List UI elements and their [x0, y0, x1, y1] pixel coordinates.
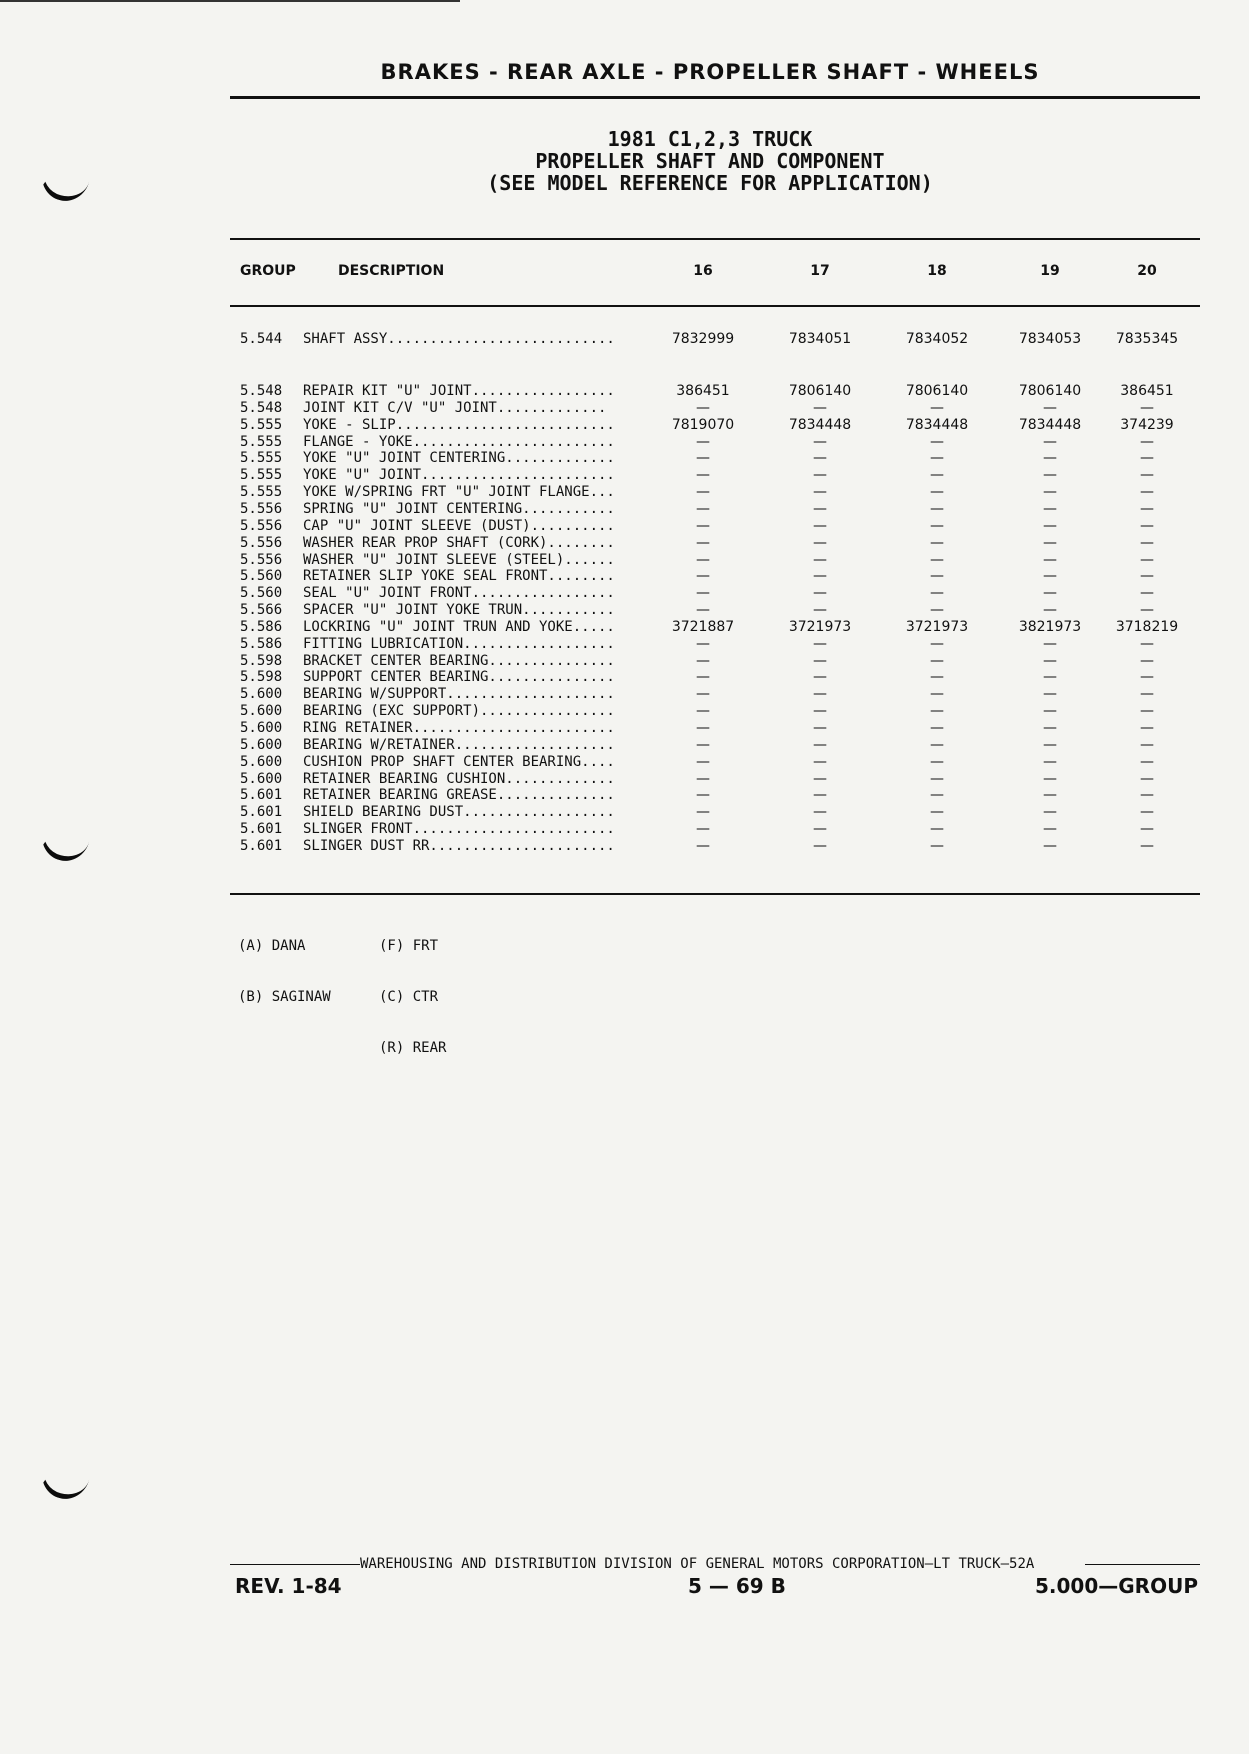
row-value-17: —: [813, 450, 827, 467]
row-group: 5.555: [240, 484, 283, 501]
footer-rule-right: [1085, 1564, 1200, 1565]
row-value-20: —: [1140, 787, 1154, 804]
row-value-19: —: [1043, 500, 1057, 517]
col-header-model-17: 17: [810, 263, 830, 279]
doc-title-line1: 1981 C1,2,3 TRUCK: [607, 127, 813, 151]
row-group: 5.560: [240, 568, 283, 585]
table-row: [230, 585, 1190, 602]
row-description: BEARING W/RETAINER...................: [303, 736, 615, 753]
row-value-19: —: [1043, 517, 1057, 534]
row-value-16: 386451: [676, 383, 730, 399]
row-group: 5.600: [240, 703, 283, 720]
col-header-group: GROUP: [240, 263, 296, 279]
row-value-17: —: [813, 517, 827, 534]
row-group: 5.555: [240, 433, 283, 450]
row-description: SHIELD BEARING DUST..................: [303, 804, 615, 821]
footer-group: 5.000—GROUP: [1035, 1574, 1198, 1598]
col-header-description: DESCRIPTION: [338, 263, 445, 279]
row-value-16: —: [696, 669, 710, 686]
row-value-18: 7806140: [905, 383, 969, 399]
row-description: SLINGER DUST RR......................: [303, 837, 615, 854]
row-value-19: —: [1043, 484, 1057, 501]
row-value-17: —: [813, 720, 827, 736]
row-value-19: —: [1043, 585, 1057, 602]
footer-division-line: WAREHOUSING AND DISTRIBUTION DIVISION OF GENERAL MOTORS CORPORATION—LT TRUCK—52A: [360, 1556, 1035, 1572]
row-value-19: —: [1043, 551, 1057, 568]
row-value-17: 3721973: [788, 618, 852, 635]
footer-page-number: 5 — 69 B: [688, 1574, 786, 1598]
row-group: 5.600: [240, 720, 283, 736]
table-row: [230, 737, 1190, 754]
row-value-20: 386451: [1120, 383, 1174, 399]
row-description: SPRING "U" JOINT CENTERING...........: [303, 500, 615, 517]
table-row: [230, 838, 1190, 855]
row-value-20: —: [1140, 804, 1154, 821]
row-group: 5.548: [240, 383, 283, 399]
table-row: [230, 602, 1190, 619]
row-value-19: —: [1043, 399, 1057, 416]
row-value-20: —: [1140, 433, 1154, 450]
row-value-18: —: [930, 787, 944, 804]
row-value-20: —: [1140, 753, 1154, 770]
row-value-19: —: [1043, 770, 1057, 787]
table-row: [230, 450, 1190, 467]
row-description: FITTING LUBRICATION..................: [303, 635, 615, 652]
row-value-17: —: [813, 635, 827, 652]
row-value-17: 7834448: [788, 416, 852, 433]
row-value-18: —: [930, 669, 944, 686]
row-value-18: —: [930, 433, 944, 450]
row-value-20: —: [1140, 467, 1154, 484]
row-value-20: —: [1140, 736, 1154, 753]
row-group: 5.555: [240, 467, 283, 484]
row-value-18: —: [930, 500, 944, 517]
table-row: [230, 331, 1190, 348]
row-group: 5.556: [240, 500, 283, 517]
row-group: 5.600: [240, 753, 283, 770]
header-rule: [230, 96, 1200, 99]
table-row: [230, 535, 1190, 552]
row-value-16: —: [696, 652, 710, 669]
row-value-20: —: [1140, 703, 1154, 720]
row-description: BRACKET CENTER BEARING...............: [303, 652, 615, 669]
row-value-20: —: [1140, 399, 1154, 416]
row-value-17: —: [813, 669, 827, 686]
table-row: [230, 619, 1190, 636]
row-value-20: —: [1140, 568, 1154, 585]
row-value-18: —: [930, 484, 944, 501]
row-description: RETAINER BEARING CUSHION.............: [303, 770, 615, 787]
row-value-18: —: [930, 686, 944, 703]
row-value-17: —: [813, 837, 827, 854]
row-value-16: —: [696, 484, 710, 501]
table-row: [230, 434, 1190, 451]
row-value-18: 7834052: [905, 331, 969, 347]
row-value-17: —: [813, 804, 827, 821]
row-description: RING RETAINER........................: [303, 720, 615, 736]
row-value-19: —: [1043, 450, 1057, 467]
table-row: [230, 383, 1190, 400]
row-value-19: 3821973: [1018, 618, 1082, 635]
row-value-17: —: [813, 433, 827, 450]
row-value-20: —: [1140, 720, 1154, 736]
row-value-17: 7806140: [788, 383, 852, 399]
section-title: BRAKES - REAR AXLE - PROPELLER SHAFT - WHEELS: [380, 60, 1040, 84]
row-group: 5.600: [240, 686, 283, 703]
legend-item: (A) DANA: [238, 938, 306, 954]
row-group: 5.601: [240, 837, 283, 854]
row-value-19: 7834053: [1018, 331, 1082, 347]
row-value-16: —: [696, 450, 710, 467]
row-value-20: —: [1140, 652, 1154, 669]
row-value-16: —: [696, 500, 710, 517]
col-header-model-19: 19: [1040, 263, 1060, 279]
row-value-16: 3721887: [671, 618, 735, 635]
row-value-17: —: [813, 821, 827, 838]
doc-title-line3: (SEE MODEL REFERENCE FOR APPLICATION): [487, 171, 933, 195]
table-row: [230, 804, 1190, 821]
row-value-19: —: [1043, 686, 1057, 703]
row-value-16: 7819070: [671, 416, 735, 433]
table-row: [230, 754, 1190, 771]
doc-title-line2: PROPELLER SHAFT AND COMPONENT: [535, 149, 885, 173]
row-value-17: —: [813, 787, 827, 804]
table-row: [230, 771, 1190, 788]
legend-right: [379, 904, 446, 1091]
row-value-17: —: [813, 736, 827, 753]
table-row: [230, 467, 1190, 484]
row-value-18: —: [930, 720, 944, 736]
row-group: 5.600: [240, 770, 283, 787]
row-value-20: —: [1140, 837, 1154, 854]
row-value-19: —: [1043, 753, 1057, 770]
row-value-17: —: [813, 551, 827, 568]
header-bottom-rule: [230, 305, 1200, 307]
row-value-16: —: [696, 534, 710, 551]
row-value-17: —: [813, 703, 827, 720]
row-description: RETAINER BEARING GREASE..............: [303, 787, 615, 804]
row-value-16: —: [696, 585, 710, 602]
row-value-16: —: [696, 703, 710, 720]
row-value-19: —: [1043, 635, 1057, 652]
row-value-20: —: [1140, 669, 1154, 686]
row-value-19: —: [1043, 652, 1057, 669]
punch-hole-mark: [36, 145, 96, 207]
col-header-model-16: 16: [693, 263, 713, 279]
row-description: YOKE "U" JOINT CENTERING.............: [303, 450, 615, 467]
row-value-20: —: [1140, 450, 1154, 467]
row-value-19: —: [1043, 736, 1057, 753]
table-row: [230, 669, 1190, 686]
row-description: FLANGE - YOKE........................: [303, 433, 615, 450]
row-description: CAP "U" JOINT SLEEVE (DUST)..........: [303, 517, 615, 534]
row-description: WASHER REAR PROP SHAFT (CORK)........: [303, 534, 615, 551]
legend-left: [238, 904, 331, 1040]
row-value-17: —: [813, 652, 827, 669]
row-description: WASHER "U" JOINT SLEEVE (STEEL)......: [303, 551, 615, 568]
row-value-19: —: [1043, 804, 1057, 821]
row-group: 5.555: [240, 416, 283, 433]
row-value-18: 7834448: [905, 416, 969, 433]
punch-hole-mark: [36, 805, 96, 867]
row-value-19: 7806140: [1018, 383, 1082, 399]
row-value-16: —: [696, 787, 710, 804]
row-value-17: —: [813, 399, 827, 416]
row-value-19: —: [1043, 433, 1057, 450]
row-value-20: —: [1140, 517, 1154, 534]
table-row: [230, 400, 1190, 417]
row-group: 5.556: [240, 551, 283, 568]
legend-item: (B) SAGINAW: [238, 989, 331, 1005]
row-value-18: —: [930, 804, 944, 821]
row-group: 5.566: [240, 602, 283, 619]
row-value-16: —: [696, 568, 710, 585]
row-group: 5.598: [240, 669, 283, 686]
table-row: [230, 686, 1190, 703]
row-value-18: —: [930, 517, 944, 534]
footer-revision: REV. 1-84: [235, 1574, 342, 1598]
row-value-18: —: [930, 450, 944, 467]
row-value-16: —: [696, 602, 710, 619]
table-row: [230, 787, 1190, 804]
row-value-18: —: [930, 770, 944, 787]
row-value-18: —: [930, 652, 944, 669]
legend-item: (F) FRT: [379, 938, 439, 954]
scan-edge: [0, 0, 460, 2]
row-value-17: —: [813, 467, 827, 484]
row-value-17: —: [813, 585, 827, 602]
row-description: SEAL "U" JOINT FRONT.................: [303, 585, 615, 602]
row-value-20: 3718219: [1115, 618, 1179, 635]
row-value-18: —: [930, 703, 944, 720]
row-value-18: —: [930, 837, 944, 854]
table-row: [230, 636, 1190, 653]
row-value-19: —: [1043, 534, 1057, 551]
row-description: CUSHION PROP SHAFT CENTER BEARING....: [303, 753, 615, 770]
row-value-19: —: [1043, 837, 1057, 854]
row-value-20: —: [1140, 635, 1154, 652]
legend-item: (C) CTR: [379, 989, 439, 1005]
row-value-19: —: [1043, 787, 1057, 804]
row-value-20: —: [1140, 585, 1154, 602]
row-value-17: —: [813, 753, 827, 770]
row-description: RETAINER SLIP YOKE SEAL FRONT........: [303, 568, 615, 585]
row-value-19: —: [1043, 602, 1057, 619]
table-row: [230, 720, 1190, 737]
row-description: SUPPORT CENTER BEARING...............: [303, 669, 615, 686]
row-value-16: —: [696, 837, 710, 854]
row-value-20: 374239: [1120, 416, 1174, 433]
table-bottom-rule: [230, 893, 1200, 895]
row-value-18: 3721973: [905, 618, 969, 635]
table-top-rule: [230, 238, 1200, 240]
row-value-18: —: [930, 585, 944, 602]
table-row: [230, 552, 1190, 569]
row-value-16: 7832999: [671, 331, 735, 347]
row-group: 5.556: [240, 534, 283, 551]
table-row: [230, 568, 1190, 585]
row-value-20: —: [1140, 551, 1154, 568]
row-group: 5.555: [240, 450, 283, 467]
row-group: 5.601: [240, 804, 283, 821]
row-value-18: —: [930, 602, 944, 619]
row-description: REPAIR KIT "U" JOINT.................: [303, 383, 615, 399]
row-value-17: —: [813, 686, 827, 703]
row-value-20: —: [1140, 602, 1154, 619]
row-value-16: —: [696, 551, 710, 568]
row-description: YOKE "U" JOINT.......................: [303, 467, 615, 484]
row-description: SHAFT ASSY...........................: [303, 331, 615, 347]
table-row: [230, 484, 1190, 501]
table-row: [230, 653, 1190, 670]
row-value-20: 7835345: [1115, 331, 1179, 347]
row-value-16: —: [696, 467, 710, 484]
col-header-model-20: 20: [1137, 263, 1157, 279]
row-group: 5.560: [240, 585, 283, 602]
row-value-18: —: [930, 635, 944, 652]
row-value-20: —: [1140, 500, 1154, 517]
row-description: LOCKRING "U" JOINT TRUN AND YOKE.....: [303, 618, 615, 635]
col-header-model-18: 18: [927, 263, 947, 279]
row-value-19: —: [1043, 703, 1057, 720]
row-value-17: —: [813, 500, 827, 517]
row-value-18: —: [930, 753, 944, 770]
legend-item: (R) REAR: [379, 1040, 447, 1056]
row-group: 5.586: [240, 618, 283, 635]
row-value-16: —: [696, 635, 710, 652]
row-value-20: —: [1140, 686, 1154, 703]
row-value-17: 7834051: [788, 331, 852, 347]
row-value-17: —: [813, 534, 827, 551]
row-value-18: —: [930, 534, 944, 551]
row-group: 5.586: [240, 635, 283, 652]
row-value-18: —: [930, 736, 944, 753]
row-value-18: —: [930, 399, 944, 416]
row-value-19: —: [1043, 568, 1057, 585]
row-value-17: —: [813, 770, 827, 787]
row-value-18: —: [930, 467, 944, 484]
row-value-19: —: [1043, 467, 1057, 484]
table-row: [230, 518, 1190, 535]
row-value-17: —: [813, 602, 827, 619]
row-description: YOKE - SLIP..........................: [303, 416, 615, 433]
row-value-18: —: [930, 551, 944, 568]
row-value-20: —: [1140, 534, 1154, 551]
row-value-18: —: [930, 568, 944, 585]
row-value-16: —: [696, 770, 710, 787]
row-description: BEARING (EXC SUPPORT)................: [303, 703, 615, 720]
row-value-20: —: [1140, 821, 1154, 838]
row-group: 5.544: [240, 331, 283, 347]
row-value-20: —: [1140, 484, 1154, 501]
table-row: [230, 703, 1190, 720]
table-row: [230, 821, 1190, 838]
row-value-16: —: [696, 821, 710, 838]
row-value-17: —: [813, 568, 827, 585]
row-value-18: —: [930, 821, 944, 838]
table-row: [230, 501, 1190, 518]
row-description: JOINT KIT C/V "U" JOINT.............: [303, 399, 607, 416]
row-group: 5.598: [240, 652, 283, 669]
row-value-16: —: [696, 736, 710, 753]
row-value-19: 7834448: [1018, 416, 1082, 433]
row-description: SLINGER FRONT........................: [303, 821, 615, 838]
row-value-16: —: [696, 804, 710, 821]
row-description: BEARING W/SUPPORT....................: [303, 686, 615, 703]
row-group: 5.601: [240, 821, 283, 838]
row-value-19: —: [1043, 669, 1057, 686]
table-row: [230, 417, 1190, 434]
row-value-16: —: [696, 753, 710, 770]
row-value-20: —: [1140, 770, 1154, 787]
footer-rule-left: [230, 1564, 360, 1565]
row-value-17: —: [813, 484, 827, 501]
row-value-19: —: [1043, 720, 1057, 736]
row-value-16: —: [696, 720, 710, 736]
row-value-16: —: [696, 517, 710, 534]
row-group: 5.556: [240, 517, 283, 534]
punch-hole-mark: [36, 1443, 96, 1505]
row-description: SPACER "U" JOINT YOKE TRUN...........: [303, 602, 615, 619]
row-description: YOKE W/SPRING FRT "U" JOINT FLANGE...: [303, 484, 615, 501]
row-group: 5.601: [240, 787, 283, 804]
row-value-16: —: [696, 686, 710, 703]
row-value-16: —: [696, 433, 710, 450]
row-group: 5.600: [240, 736, 283, 753]
row-value-19: —: [1043, 821, 1057, 838]
row-value-16: —: [696, 399, 710, 416]
row-group: 5.548: [240, 399, 283, 416]
